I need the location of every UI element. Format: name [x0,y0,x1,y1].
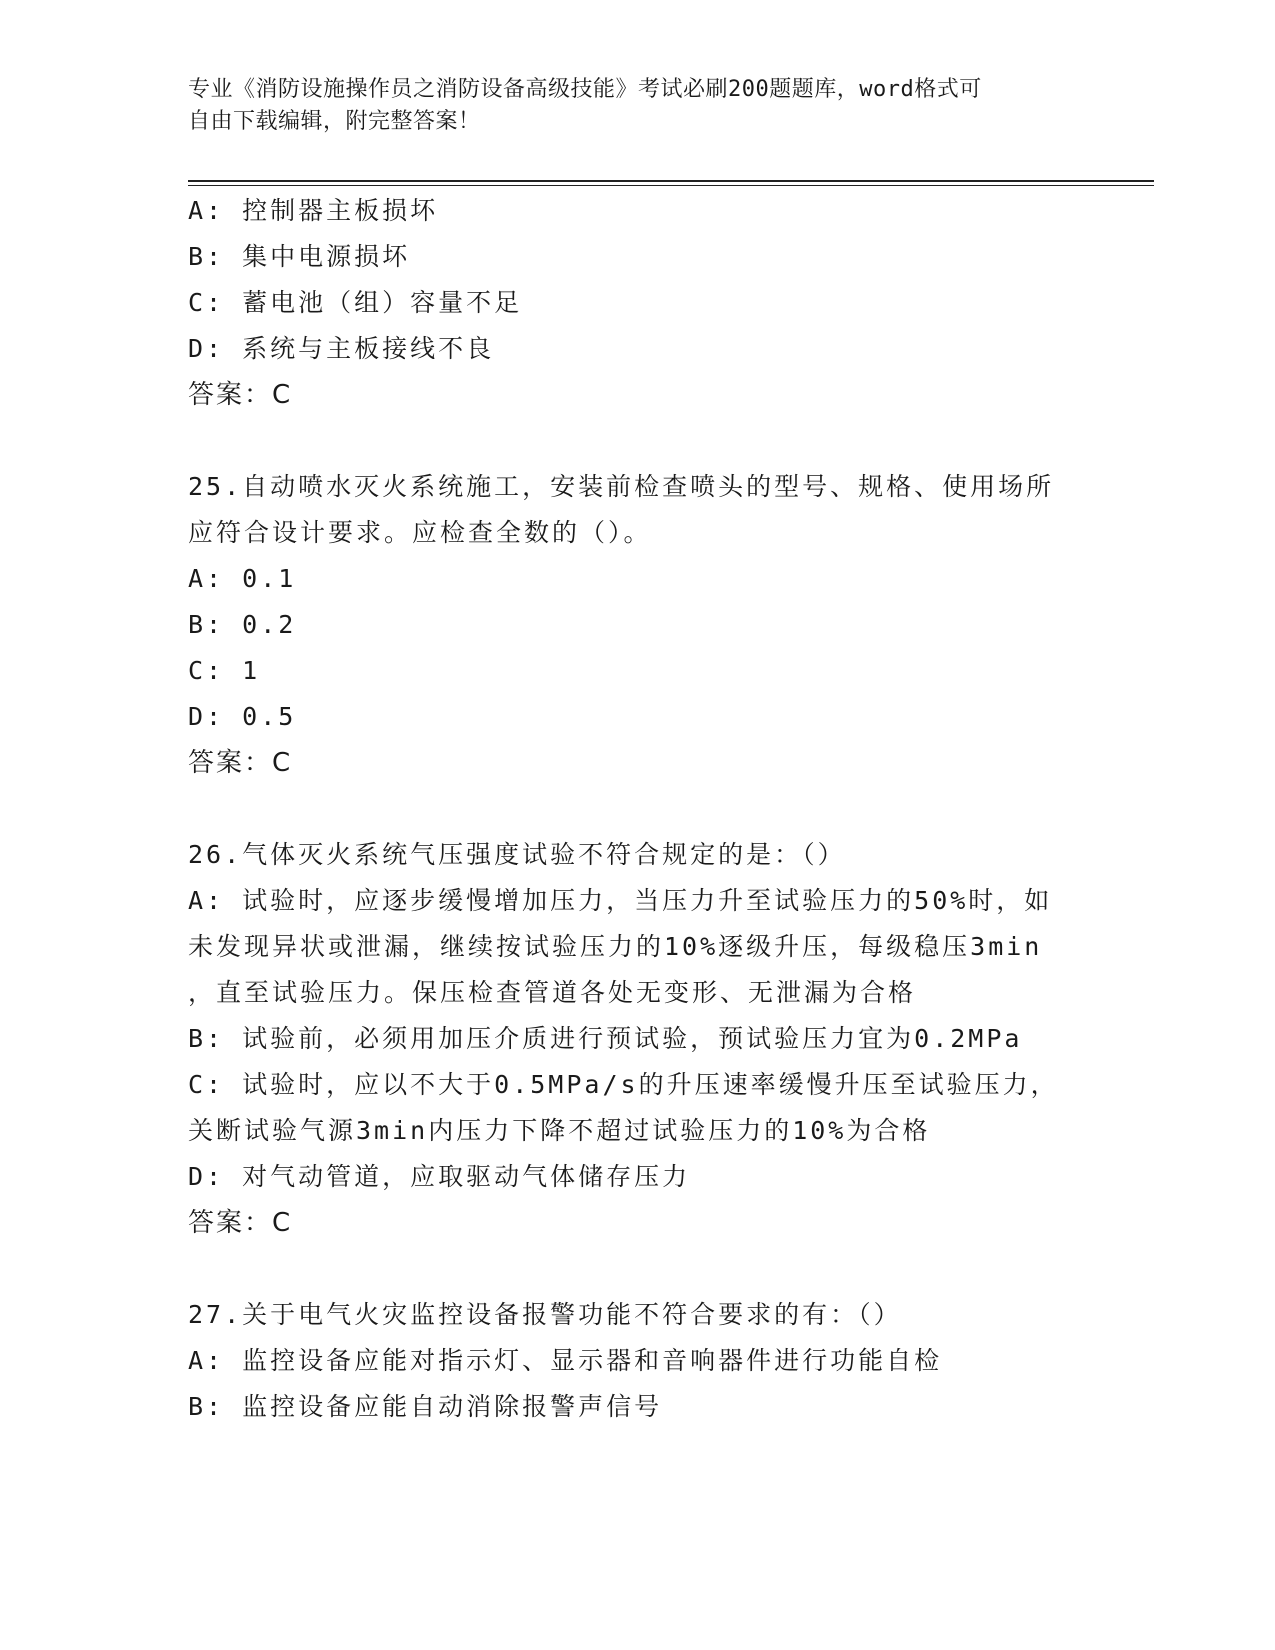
option-d: D: 0.5 [188,702,297,731]
spacer [188,418,1088,464]
header-divider-thin [188,185,1154,186]
option-a-line-2: 未发现异状或泄漏，继续按试验压力的10%逐级升压，每级稳压3min [188,932,1043,961]
option-b: B: 集中电源损坏 [188,242,411,271]
option-c: C: 蓄电池（组）容量不足 [188,288,523,317]
question-stem-line-2: 应符合设计要求。应检查全数的（）。 [188,518,652,547]
option-c: C: 1 [188,656,261,685]
header-divider-thick [188,180,1154,182]
question-stem: 26.气体灭火系统气压强度试验不符合规定的是：（） [188,840,846,869]
question-27 [188,1292,1088,1430]
header-line-2: 自由下载编辑，附完整答案！ [188,109,481,134]
answer-line: 答案：C [188,1208,293,1238]
question-24 [188,188,1088,418]
question-list [188,188,1088,1430]
header-line-1: 专业《消防设施操作员之消防设备高级技能》考试必刷200题题库，word格式可 [188,77,982,102]
answer-line: 答案：C [188,748,293,778]
option-d: D: 对气动管道，应取驱动气体储存压力 [188,1162,691,1191]
question-stem: 27.关于电气火灾监控设备报警功能不符合要求的有：（） [188,1300,902,1329]
option-b: B: 0.2 [188,610,297,639]
spacer [188,786,1088,832]
option-b: B: 监控设备应能自动消除报警声信号 [188,1392,663,1421]
option-a-line-1: A: 试验时，应逐步缓慢增加压力，当压力升至试验压力的50%时，如 [188,886,1053,915]
document-header [188,74,1088,138]
option-b: B: 试验前，必须用加压介质进行预试验，预试验压力宜为0.2MPa [188,1024,1023,1053]
option-a: A: 控制器主板损坏 [188,196,439,225]
question-26 [188,832,1088,1246]
answer-line: 答案：C [188,380,293,410]
question-25 [188,464,1088,786]
option-a: A: 0.1 [188,564,297,593]
question-stem-line-1: 25.自动喷水灭火系统施工，安装前检查喷头的型号、规格、使用场所 [188,472,1055,501]
option-a-line-3: ，直至试验压力。保压检查管道各处无变形、无泄漏为合格 [188,978,917,1007]
option-d: D: 系统与主板接线不良 [188,334,495,363]
option-a: A: 监控设备应能对指示灯、显示器和音响器件进行功能自检 [188,1346,943,1375]
option-c-line-1: C: 试验时，应以不大于0.5MPa/s的升压速率缓慢升压至试验压力， [188,1070,1059,1099]
spacer [188,1246,1088,1292]
option-c-line-2: 关断试验气源3min内压力下降不超过试验压力的10%为合格 [188,1116,931,1145]
